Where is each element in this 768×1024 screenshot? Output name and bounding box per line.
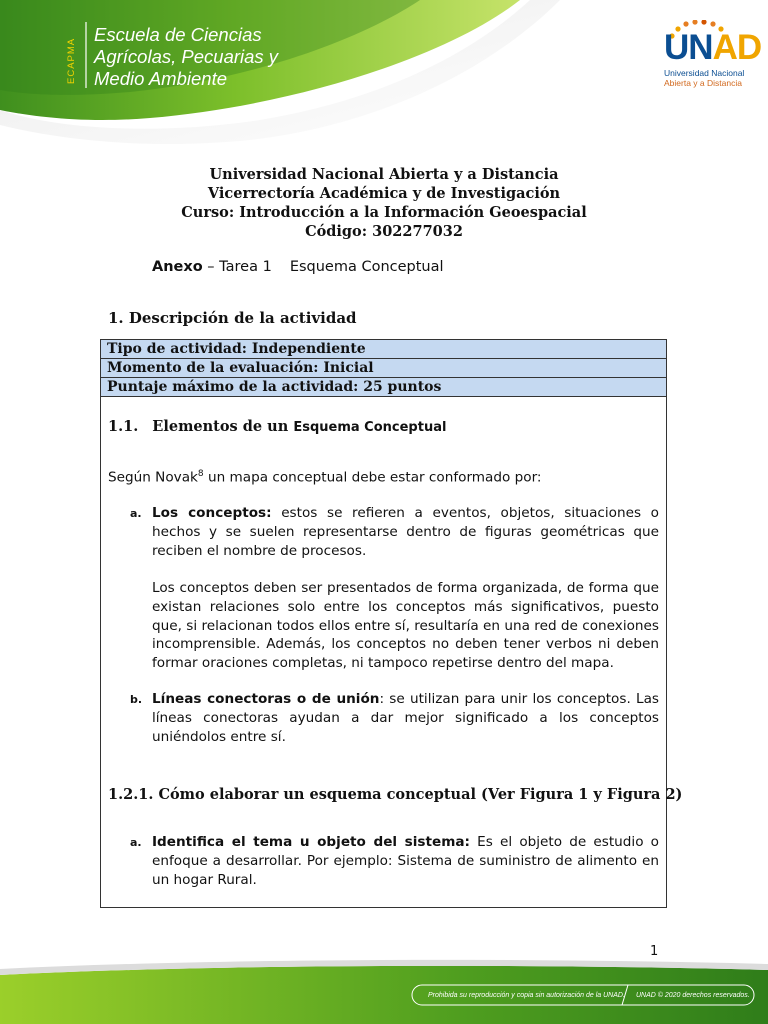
footer-copy-notice: Prohibida su reproducción y copia sin autorización de la UNAD. — [428, 992, 625, 999]
document-title: Universidad Nacional Abierta y a Distancia Vicerrectoría Académica y de Investigación Curso: Introducción a la Información Geoespacial Código: 302277032 — [181, 166, 587, 240]
logo-line-2: Abierta y a Distancia — [664, 78, 742, 88]
info-row-type: Tipo de actividad: Independiente — [101, 340, 666, 359]
item-concepts: Los conceptos: estos se refieren a eventos, objetos, situaciones o hechos y se suelen representarse dentro de figuras geométricas que reciben el nombre de procesos. — [152, 505, 659, 559]
footer-rights: UNAD © 2020 derechos reservados. — [636, 992, 750, 999]
step-identify-topic: Identifica el tema u objeto del sistema: Es el objeto de estudio o enfoque a desarrollar. Por ejemplo: Sistema de suministro de alimento en un hogar Rural. — [152, 834, 659, 888]
list-marker-b: b. — [130, 693, 143, 706]
unad-logo — [664, 20, 762, 88]
school-name: Escuela de Ciencias Agrícolas, Pecuarias y Medio Ambiente — [94, 24, 279, 89]
footer-banner — [0, 955, 768, 1024]
page-number: 1 — [650, 944, 659, 959]
logo-line-1: Universidad Nacional — [664, 68, 745, 78]
intro-paragraph: Según Novak$^8$ un mapa conceptual debe estar conformado por: — [108, 469, 542, 486]
ecapma-vertical-label: ECAPMA — [66, 37, 77, 84]
subsection-heading-1-2-1: 1.2.1. Cómo elaborar un esquema conceptual (Ver Figura 1 y Figura 2) — [108, 786, 683, 803]
logo-wordmark: UNAD — [664, 28, 762, 67]
section-heading-1: 1. Descripción de la actividad — [108, 309, 357, 327]
list-marker-a: a. — [130, 507, 142, 520]
subsection-heading-1-1: 1.1. Elementos de un Esquema Conceptual — [108, 418, 447, 435]
item-concepts-paragraph-2: Los conceptos deben ser presentados de forma organizada, de forma que existan relaciones solo entre los conceptos más significativos, puesto que, si relacionan todos ellos entre sí, resultaría en una red de conexiones incomprensible. Además, los conceptos no deben tener verbos ni deben formar oraciones completas, ni tampoco repetirse dentro del mapa. — [152, 580, 659, 672]
info-row-moment: Momento de la evaluación: Inicial — [101, 359, 666, 378]
item-connector-lines: Líneas conectoras o de unión: se utilizan para unir los conceptos. Las líneas conectoras ayudan a dar mejor significado a los conceptos uniéndolos entre sí. — [152, 691, 659, 745]
info-row-score: Puntaje máximo de la actividad: 25 puntos — [101, 378, 666, 397]
list-marker-step-a: a. — [130, 836, 142, 849]
annex-line: Anexo – Tarea 1 Esquema Conceptual — [152, 259, 444, 275]
